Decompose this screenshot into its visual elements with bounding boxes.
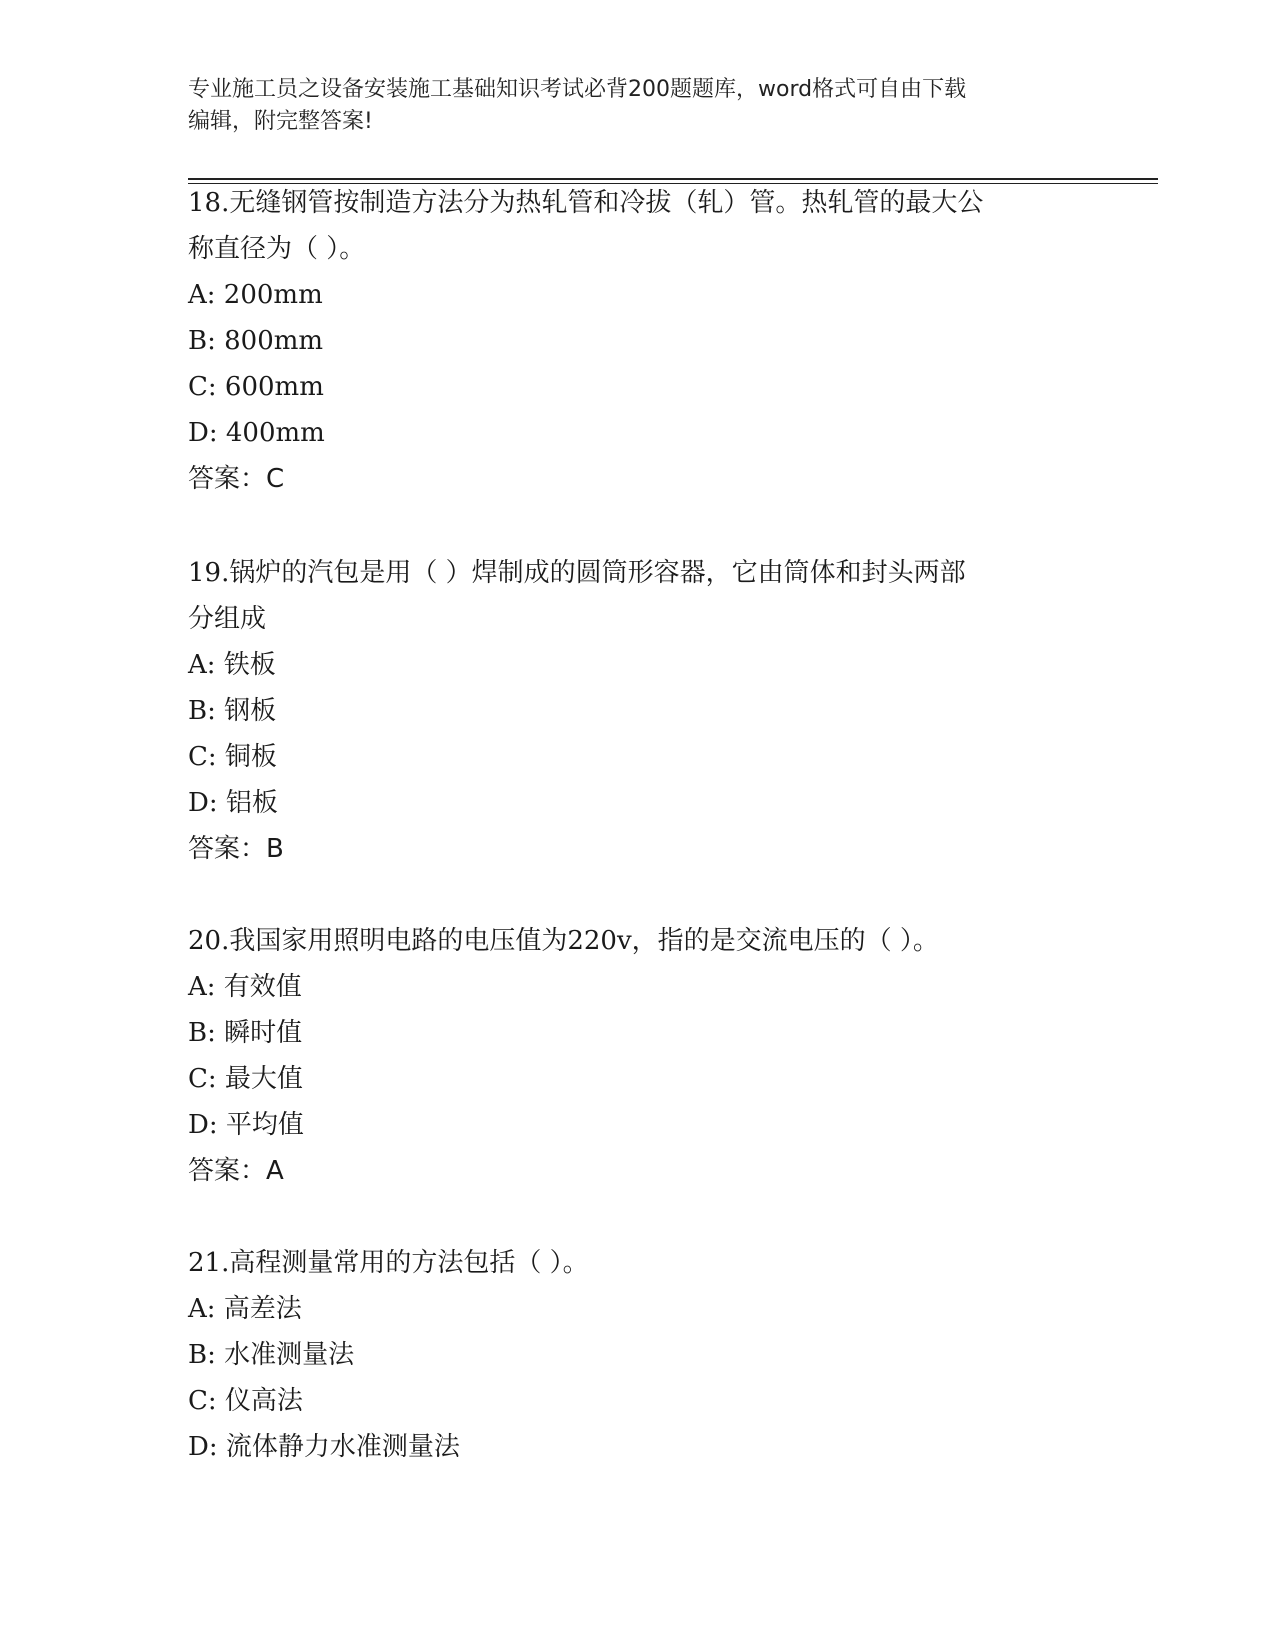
option-a: A: 铁板 (188, 650, 276, 680)
question-stem: 称直径为（ ）。 (188, 234, 366, 264)
option-b: B: 水准测量法 (188, 1340, 355, 1370)
option-b: B: 钢板 (188, 696, 277, 726)
option-a: A: 有效值 (188, 972, 302, 1002)
answer: 答案：B (188, 834, 284, 864)
question-21 (188, 1240, 1088, 1470)
option-d: D: 铝板 (188, 788, 278, 818)
option-d: D: 平均值 (188, 1110, 304, 1140)
question-19 (188, 550, 1088, 872)
option-b: B: 800mm (188, 326, 324, 356)
answer: 答案：C (188, 464, 285, 494)
question-20 (188, 918, 1088, 1194)
option-d: D: 流体静力水准测量法 (188, 1432, 460, 1462)
question-stem: 19.锅炉的汽包是用（ ）焊制成的圆筒形容器，它由筒体和封头两部 (188, 558, 966, 588)
option-a: A: 高差法 (188, 1294, 302, 1324)
option-d: D: 400mm (188, 418, 325, 448)
question-stem: 18.无缝钢管按制造方法分为热轧管和冷拔（轧）管。热轧管的最大公 (188, 188, 984, 218)
header-line-2: 编辑，附完整答案! (188, 109, 373, 134)
header-line-1: 专业施工员之设备安装施工基础知识考试必背200题题库，word格式可自由下载 (188, 77, 967, 102)
option-c: C: 仪高法 (188, 1386, 303, 1416)
option-b: B: 瞬时值 (188, 1018, 303, 1048)
option-c: C: 最大值 (188, 1064, 303, 1094)
question-stem: 20.我国家用照明电路的电压值为220v，指的是交流电压的（ ）。 (188, 926, 939, 956)
question-18 (188, 180, 1088, 502)
option-c: C: 600mm (188, 372, 324, 402)
option-c: C: 铜板 (188, 742, 277, 772)
question-stem: 分组成 (188, 604, 267, 634)
option-a: A: 200mm (188, 280, 323, 310)
document-header (188, 74, 1068, 138)
question-stem: 21.高程测量常用的方法包括（ ）。 (188, 1248, 589, 1278)
answer: 答案：A (188, 1156, 284, 1186)
